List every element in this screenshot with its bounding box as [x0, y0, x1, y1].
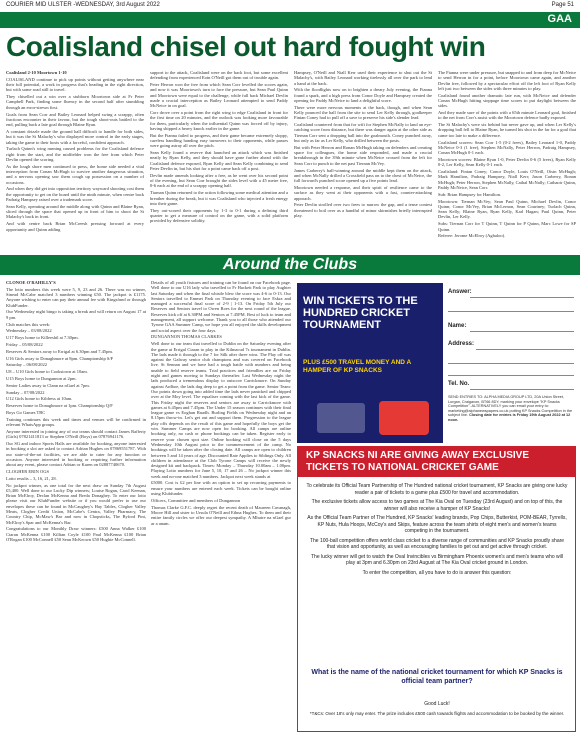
good-luck: Good Luck! — [424, 701, 450, 707]
terms-and-conditions: *T&Cs: Over 18's only may enter. The prize includes £500 cash towards flights and accommodation to be booked by the winner. — [309, 711, 565, 716]
paragraph: Moortown needed a response, and their spirit of resilience came to the surface as they went at their opponents with a fast, counter-attacking approach. — [294, 184, 432, 201]
closing-date: Closing date for entries is Friday 19th August 2022 at 12 noon. — [448, 413, 571, 422]
kp-snacks-competition — [297, 446, 576, 732]
paragraph: They out-scored their opponents by 1-3 to 0-1 during a defining third quarter to get a measure of control on the game, with a solid platform provided by defensive solidity. — [150, 207, 288, 224]
paragraph: They chiselled out a win over a stubborn Moortown side at Fr Peter Campbell Park, finding some fluency in the second half after stumbling through an error-strewn first. — [6, 94, 144, 110]
address-label: Address: — [448, 341, 475, 347]
entry-form — [446, 283, 576, 443]
clubs-column-1 — [6, 280, 146, 732]
paragraph: Well done to our team that travelled to Dublin on the Saturday evening after the game at Errigal Ciaran to play in the Kilmacud 7s tournament in Dublin. The lads made it through to the 7 for Silk after three wins. The Play off was against the Galway senior club champions and was covered on Facebook live. St Sennan and we have had a tough battle with numbers and being unable to field reserve teams. Trial practices and friendlies are on Friday night and games moving to Sundays thereafter. Last Wednesday night the lads produced a tremendous display to outscore Carrickmore. On Sunday against Ardboe, the lads dug deep to get a point from the game. Senior Team: Our points down going into added time the lads never panicked and chipped over at the Moy level. The equaliser coming with the last kick of the game. This Friday night the reserves and seniors are away to Carrickmore with games at 6.45pm and 7.45pm. The Under 15 season continues with their final league game vs Eoghan Ruadh. Burling Fields on Wednesday night and an 8.15pm throw-in. Let's get out and support them. Progression to the league play offs depends on the result of this game and hopefully the boys get the win. Summer Camps are now open for booking. All camps are online booking only, no cash or phone bookings can be taken. Register early to reserve your chosen spot size. Online booking will close on the 5 days Wednesday 10th August prior to the commencement of the camp. No bookings will be taken after the closing date. All camps are open to children between 5 and 14 years of age. Discounted Rate Applies to Siblings Only. All children in attendance at the Club Tyrone Camps will receive the newly designed kit and backpack. Times: Monday – Thursday 10.00am – 1.00pm. Playing Lotto numbers for June 5, 10, 17 and 26 – No jackpot winner this week and no-one matched 3 numbers. Jackpot next week stands at — [151, 341, 291, 479]
paragraph: Goals from Sean Corr and Bailey Leonard helped swing a scrappy, often fractious encounter in their favour, but the tough shoot-outs battled to the end, pulling back a late goal through Blaine Ryan. — [6, 111, 144, 128]
page-header — [0, 0, 580, 11]
paragraph: Coalisland scorers: Sean Corr 1-5 (0-2 frees), Bailey Leonard 1-0, Paddy McNeice 0-3 (1 free), Stephen McNally, Peter Herron, Padraig Hampsey, Conan McHugh 0-1 each. — [438, 139, 576, 156]
around-the-clubs-title: Around the Clubs — [222, 256, 358, 273]
paragraph: And they made sure of the points with a 65th minute Leonard goal, finished to the net from Corr's assist with the Moortown defence badly exposed. — [438, 110, 576, 121]
paragraph: Corr drove over a point from the right wing to edge Coalisland in front for the first time on 20 minutes, and the outlook was looking more favourable for them, particularly when the influential Quinn was forced off by injury, having shipped a heavy knock earlier in the game. — [150, 110, 288, 131]
page-number: Page 51 — [551, 2, 574, 8]
hundred-tickets-advert — [297, 283, 443, 443]
paragraph: As the lough shore men continued to press, the home side needed a vital interception from Conan McHugh to survive another dangerous situation, and a nervous opening saw them cough up possession on a number of occasions. — [6, 163, 144, 185]
paragraph: Coalisland countered from that for wifi for Stephen McNally to land an eye-catching score from distance, but there was danger again at the other side as Tiernan Corr sent a dropping ball into the goalmouth. Coney punched away, but only as far as Ler Kelly, who drilled between the posts. — [294, 122, 432, 144]
paragraph: Devlin made amends looking after a free, as he went over his second point of the evening, but Sean Corr brought the sides level with a 45 metre free, 0-6 each at the end of a scrappy opening half. — [150, 172, 288, 189]
paragraph: Senior Ladies away to Clann na nGael at 7pm. — [6, 382, 90, 388]
paragraph: The 100-ball competition offers world class cricket to a diverse range of communities and KP Snacks proudly share that vision and opportunity, as well as encouraging families to get out and get active through cricket. — [309, 537, 565, 550]
address-line-3[interactable] — [448, 375, 574, 376]
paragraph: U12 Girls home to Kildress at 10am. — [6, 396, 73, 402]
paragraph: CLOGHER ERIN OGS — [6, 468, 50, 474]
paragraph: Wednesday – 03/08/2022 — [6, 328, 52, 334]
paragraph: Sean Kelly found a reserve that launched an attack which was finished neatly by Ryan Kelly, and they should have gone further ahead with the Coalisland defence exposed, Ryan Kelly and Sean Kelly combining to send Peter Devlin in, but his shot for a point came back off a post. — [150, 150, 288, 172]
competition-body — [306, 483, 568, 579]
paragraph: Details of all youth fixtures and training can be found on our Facebook page. Well done to our U16 lady who travelled to Fr Hackett Park to play Aughter last Saturday and when the final whistle blew the score was 4-6 to 0-13. Our Seniors travelled to Emmet Park on Thursday evening to face Eskra and managed a successful final score of 2-9 | 1-13. On Friday 5th July our Reserves and Seniors travel to Owen Roes for the next round of the league. Reserves kick off at 6.30PM and Seniors at 7.45PM. Best of luck to team and management, all support welcome. Thank you to all those who attended our Tyrone GAA Summer Camp, we hope you all enjoyed the skills development and social aspect over the four days. — [151, 280, 291, 333]
paragraph: The exclusive tickets allow access to two games at The Kia Oval on Tuesday (23rd August) and on top of this, the winner will also receive a hamper of KP Snacks! — [311, 499, 563, 512]
paragraph: Referee: Jerome McElroy (Aghaloo). — [438, 233, 506, 239]
competition-title: KP SNACKS NI ARE GIVING AWAY EXCLUSIVE TICKETS TO NATIONAL CRICKET GAME — [298, 447, 575, 477]
competition-question: What is the name of the national cricket tournament for which KP Snacks is official team partner? — [311, 669, 563, 685]
paragraph: Subs: Tiernan Corr for T Quinn, T Quinn for P Quinn, Marc Lowe for SP Quinn. — [438, 221, 576, 232]
paragraph: And with centre back Brian McCreesh pressing forward at every opportunity and Quinn adding — [6, 221, 144, 232]
article-column-2 — [150, 70, 288, 252]
paragraph: Saturday – 06/08/2022 — [6, 362, 47, 368]
answer-label: Answer: — [448, 289, 472, 295]
paragraph: Officers, Committee and members of Dungannon — [151, 497, 241, 503]
paragraph: The lotto numbers this week were 5, 9, 23 and 26. There was no winner, Sinead McCabe matched 3 numbers winning £50. The jackpot is £1175. Anyone wishing to enter can pay their annual fee with Kingsfund or through KlubFunder. — [6, 286, 146, 308]
tickets-image — [317, 403, 365, 433]
paragraph: Peter Herron won the free from which Sean Corr levelled the scores again, and now it was Moortown's turn to face the pressure, but Sean Paul Quinn and Moortown were equal to the challenge, while full back Michael Devlin made a crucial interception as Bailey Leonard attempted to send Paddy McNeice in on goal. — [150, 82, 288, 109]
paragraph: CLONOE O'RAHILLY'S — [6, 280, 56, 285]
paragraph: Lotto results – 3, 16, 21, 28. — [6, 475, 57, 481]
paragraph: Sunday – 07/08/2022 — [6, 389, 45, 395]
paragraph: But the Fianna failed to progress, and their game became extremely sloppy, careless handling handing easy turnovers to their opponents, while passes were going astray all over the pitch. — [150, 132, 288, 149]
address-line-2[interactable] — [448, 363, 574, 364]
article-column-1 — [6, 70, 144, 252]
paragraph: COALISLAND continue to pick up points without getting anywhere near their full potential, a work in progress that's heading in the right direction, but with some road still to travel. — [6, 76, 144, 93]
address-line[interactable] — [476, 349, 574, 350]
name-line[interactable] — [470, 331, 574, 332]
paragraph: No jackpot winner, as one total for the next draw on Sunday 7th August £5,400. Well done to our Lucky Dip winners; Louise Rogan, Carol Keenan, Brian McElroy, Declan McKenna and Breda Donaghey. To enter our lotto please visit our KlubFunder website or if you would prefer to use our envelopes these can be found in McCaughey's Hay Tables, Clogher Valley Meats, Clogher Credit Union, McCabe's Centra, Valley Pharmacy, The Country Chip, McMaw's Bar and now in Chopsticks, The Byford Pint, McElroy's Spar and McKenna's Bar. — [6, 482, 146, 525]
snacks-hamper-image — [379, 401, 429, 435]
main-headline: Coalisland chisel out hard fought win — [6, 31, 486, 62]
paragraph: Hampsey, O'Neill and Niall Kerr used their experience to shut out the St Malachy's, with Bailey Leonard working tirelessly all over the park to lend a hand at the back. — [294, 70, 432, 86]
paragraph: Reserves home to Donaghmore at 1pm. Championship Q/F — [6, 403, 113, 409]
paragraph: Anyone interested in joining any of our teams should contact James Rafferty (Girls) 07821411813 or Stephen O'Neill (Boys) on 07876941176. — [6, 428, 146, 440]
paragraph: U17 Boys home to Killeeshil at 7.30pm. — [6, 335, 79, 341]
answer-line-2[interactable] — [448, 311, 574, 312]
paragraph: Moortown scorers: Blaine Ryan 1-0, Peter Devlin 0-6 (5 frees), Ryan Kelly 0-2, Ler Kelly, Sean Kelly 0-1 each. — [438, 156, 576, 168]
paragraph: Coalisland found another dramatic late run, with McNeice and defender Conan McHugh hitting stoppage time scores to put daylight between the sides. — [438, 92, 576, 109]
paragraph: U15 Boys home to Dungannon at 2pm. — [6, 375, 77, 381]
article-column-3 — [294, 70, 432, 252]
tel-line[interactable] — [470, 389, 574, 390]
advert-headline: WIN TICKETS TO THE HUNDRED CRICKET TOURNAMENT — [303, 295, 418, 331]
section-bar — [0, 12, 580, 28]
paragraph: Tiarnan Quinn returned to the action following some medical attention and a breather during the break, but it was Coalisland who injected a fresh energy into their game. — [150, 190, 288, 206]
paragraph: James Carberry's ball-winning around the middle kept them on the attack, and when McNally drilled a Crossfield pass on to the chest of McNeice, the full forward's punched score opened up a five points lead. — [294, 167, 432, 184]
paragraph: Training continues this week and times and venues will be confirmed in relevant WhatsApp groups. — [6, 416, 146, 428]
article-column-4 — [438, 70, 576, 252]
paper-dateline: COURIER MID ULSTER -WEDNESDAY, 3rd August 2022 — [6, 2, 160, 8]
paragraph: Our SG and indoor Sports Halls are available for booking, anyone interested in booking a slot are asked to contact Adrian Hughes on 07869551787. With our state-of-the-art facilities, we are able to cater for any function or occasion. Anyone interested in booking or requiring further information about any event, please contact Adrian or Karen on 02887740670. — [6, 440, 146, 468]
name-label: Name: — [448, 323, 467, 329]
paragraph: But with Peter Herron and Ronan McHugh taking on defenders and creating space for colleagues, the home side responded, and made a crucial breakthrough in the 39th minute when McNeice crossed from the left for Sean Corr to punch to the net past Tiernan McVey. — [294, 144, 432, 166]
paragraph: Sean Kelly, operating around the middle along with Quinn and Blaine Ryan, sliced through the space that opened up in front of him to shoot the St Malachy's back in front. — [6, 203, 144, 220]
tel-label: Tel. No. — [448, 381, 470, 387]
answer-line[interactable] — [470, 297, 574, 298]
advert-prize: PLUS £500 TRAVEL MONEY AND A HAMPER OF KP SNACKS — [303, 359, 411, 374]
paragraph: Our Wednesday night bingo is taking a break and will return on August 17 at 9 pm. — [6, 309, 146, 320]
paragraph: DUNGANNON THOMAS CLARKES — [151, 334, 222, 340]
paragraph: Reserves & Seniors away to Errigal at 6.30pm and 7.45pm. — [6, 348, 113, 354]
section-label: GAA — [547, 13, 572, 25]
paragraph: Coalisland: Fintan Coney; Conor Doyle, Louis O'Neill, Oisin McHugh; Mark Hamilton, Padraig Hampsey, Niall Kerr; Jason Carberry, Ronan McHugh; Peter Herron, Stephen McNally, Cathal McNally; Cathaoir Quinn, Paddy McNeice, Sean Corr. — [438, 169, 576, 190]
around-the-clubs-banner — [0, 255, 580, 275]
paragraph: A constant drizzle made the ground hall difficult to handle for both sides, but it was the St Malachy's who displayed more control in the early stages, taking the game to their hosts with a forceful, confident approach. — [6, 128, 144, 145]
paragraph: Friday – 05/08/2022 — [6, 341, 43, 347]
paragraph: With the floodlights now on to brighten a dreary July evening, the Fianna found a spark, and a high press from Conor Doyle and Hampsey created the opening for Paddy McNeice to land a delightful score. — [294, 87, 432, 103]
paragraph: support to the attack, Coalisland were on the back foot, but some excellent defending from experienced Eoin O'Neill got them out of trouble again. — [150, 70, 288, 81]
paragraph: There were more nervous moments at the back, though, and when Sean Kelly pounced the ball from the site to send Ler Kelly through, goalkeeper Fintan Coney had to pull off a save to preserve his side's slender lead. — [294, 104, 432, 121]
paragraph: Moortown: Tiernan McVey; Sean Paul Quinn, Michael Devlin, Conor Quinn; Conor McVey, Brian McLernon, Sean Courtney; Turlach Quinn, Sean Kelly; Blaine Ryan, Ryan Kelly, Karl Hagan; Paul Quinn, Peter Devlin, Ler Kelly. — [438, 198, 576, 220]
clubs-column-2 — [151, 280, 291, 732]
paragraph: Thomas Clarke G.F.C. deeply regret the recent death of Maureen Cavanagh, Moore Hill and sister to Ursula O'Neill and Ethna Hughes. To them and their entire family circles we offer our deepest sympathy. A Mhuire na nGael gur ar a anam. — [151, 504, 291, 526]
paragraph: Coalisland 2-10 Moortown 1-10 — [6, 70, 67, 75]
paragraph: Boys Go Games TBC — [6, 409, 46, 415]
paragraph: The Fianna were under pressure, but snapped to and from deep for McNeice to send Herron in for a point, before Moortown came again, and another Devlin free, followed by a spectacular effort off the left foot of Ryan Kelly left just two between the sides with three minutes to play. — [438, 70, 576, 91]
form-instructions — [448, 395, 574, 423]
paragraph: Peter Devlin strolled over two frees to narrow the gap, and a tense contest threatened to boil over as a handful of minor skirmishes briefly interrupted play. — [294, 202, 432, 218]
paragraph: Club matches this week: — [6, 321, 51, 327]
paragraph: As the Official Team Partner of The Hundred, KP Snacks' leading brands, Pop Chips, Butterkist, POM-BEAR, Tyrrells, KP Nuts, Hula Hoops, McCoy's and Skips, feature across the team shirts of eight men's and women's teams competing in the tournament. — [307, 515, 567, 534]
paragraph: The lucky winner will get to watch the Oval Invincibles vs Birmingham Phoenix women's and men's teams who will play at 3pm and 6.30pm on 23rd August at The Kia Oval cricket ground in London. — [310, 553, 563, 566]
send-entries-text: SEND ENTRIES TO: ALPHA MEDIA GROUP LTD, 20A Union Street, Lurgan, Craigavon, BT66 8DY, marking your envelope "KP Snacks Competition". ALTERNATIVELY you can email your entry to: marketing@alphanewspapers.co.uk putting KP Snacks Competition in the subject line. — [448, 395, 573, 418]
paragraph: U8 – U10 Girls home to Cookstown at 10am. — [6, 369, 88, 375]
paragraph: And when they did get into opposition territory wayward shooting cost them the opportunity to get on the board until the ninth minute, when centre back Padraig Hampsey raised over a trademark score. — [6, 186, 144, 203]
paragraph: U16 Girls away to Donaghmore at 8pm. Championship S/F — [6, 355, 114, 361]
paragraph: Congratulations to our Monthly Draw winners: £500 Anna Walker £100 Ciaran McKenna £100 Killian Coyle £100 Paul McKenna £100 Brian O'Rogan £100 McConnell £50 Sean McKeown £50 Hughie McConnell. — [6, 526, 146, 542]
paragraph: Turlach Quinn's wing running caused problems for the Coalisland defence right from the start, and the midfielder won the free from which Peter Devlin opened the scoring. — [6, 146, 144, 162]
paragraph: To enter the competition, all you have to do is answer this question: — [362, 569, 512, 576]
paragraph: Sub: Brian Hampsey for Hamilton. — [438, 191, 502, 197]
paragraph: £5000. Cost is £2 per line with an option to set up recurring payments to ensure your numbers are entered each week. Tickets can be bought online using Klubfunder. — [151, 480, 291, 497]
paragraph: To celebrate its Official Team Partnership of The Hundred national cricket tournament, KP Snacks are giving one lucky reader a pair of tickets to a game plus £500 for travel and accommodation. — [306, 483, 568, 496]
paragraph: The St Malachy's were six behind but never gave up, and when Ler Kelly's dropping ball fell to Blaine Ryan, he turned his shot in the far for a goal that came too late to make a difference. — [438, 122, 576, 138]
